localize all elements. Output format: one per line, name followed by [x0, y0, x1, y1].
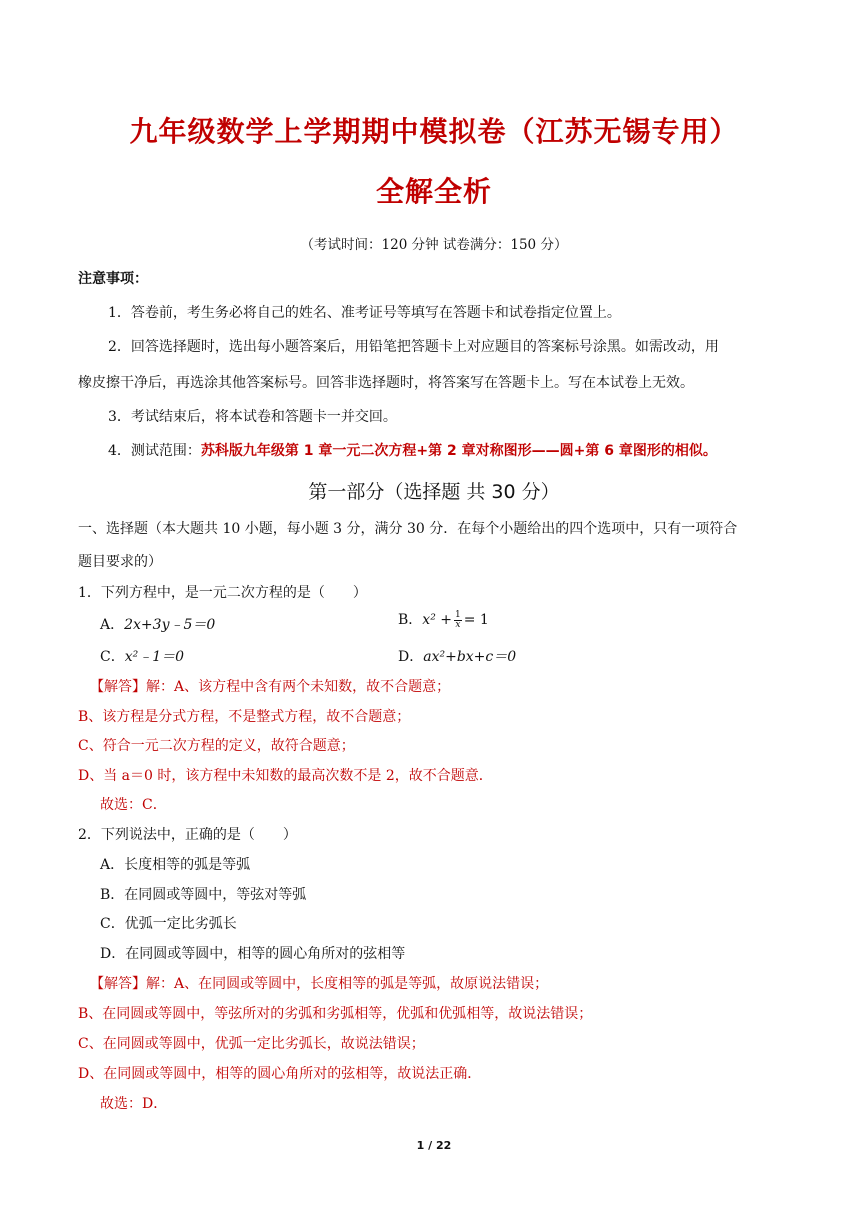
- notice-item-4-prefix: 4．测试范围：: [108, 443, 201, 459]
- question-1-stem: 1．下列方程中，是一元二次方程的是（ ）: [78, 585, 367, 601]
- q1-option-b: B．x² + $\frac{1}{x}$ = 1: [398, 609, 489, 630]
- q2-solution-line-1: 【解答】解：A、在同圆或等圆中，长度相等的弧是等弧，故原说法错误；: [90, 976, 549, 992]
- page-number: 1 / 22: [416, 1139, 452, 1152]
- q1-option-d: D．ax²+bx+c＝0: [398, 649, 517, 665]
- q1-option-a: A．2x+3y﹣5＝0: [100, 617, 216, 633]
- notice-item-2: 2．回答选择题时，选出每小题答案后，用铅笔把答题卡上对应题目的答案标号涂黑。如需改动，用: [108, 339, 719, 355]
- q1-solution-line-1: 【解答】解：A、该方程中含有两个未知数，故不合题意；: [90, 679, 451, 695]
- notice-item-2-cont: 橡皮擦干净后，再选涂其他答案标号。回答非选择题时，将答案写在答题卡上。写在本试卷上无效。: [78, 375, 694, 391]
- test-scope: 苏科版九年级第 1 章一元二次方程+第 2 章对称图形——圆+第 6 章图形的相似。: [200, 443, 717, 459]
- notice-item-4: [108, 440, 717, 460]
- q2-answer: 故选：D．: [100, 1096, 168, 1112]
- q2-option-a: A．长度相等的弧是等弧: [100, 857, 251, 873]
- document-subtitle: 全解全析: [375, 175, 492, 208]
- q2-solution-line-2: B、在同圆或等圆中，等弦所对的劣弧和劣弧相等，优弧和优弧相等，故说法错误；: [78, 1006, 593, 1022]
- q1-option-c: C．x²﹣1＝0: [100, 649, 185, 665]
- section-instruction: 一、选择题（本大题共 10 小题，每小题 3 分，满分 30 分．在每个小题给出的四个选项中，只有一项符合: [78, 521, 738, 537]
- q1-solution-line-4: D、当 a＝0 时，该方程中未知数的最高次数不是 2，故不合题意．: [78, 768, 493, 784]
- exam-info: （考试时间：120 分钟 试卷满分：150 分）: [300, 237, 568, 253]
- fraction: $\frac{1}{x}$: [455, 609, 461, 630]
- q2-option-b: B．在同圆或等圆中，等弦对等弧: [100, 887, 307, 903]
- notice-item-3: 3．考试结束后，将本试卷和答题卡一并交回。: [108, 409, 397, 425]
- q2-solution-line-3: C、在同圆或等圆中，优弧一定比劣弧长，故说法错误；: [78, 1036, 425, 1052]
- question-2-stem: 2．下列说法中，正确的是（ ）: [78, 827, 297, 843]
- q2-solution-line-4: D、在同圆或等圆中，相等的圆心角所对的弦相等，故说法正确．: [78, 1066, 482, 1082]
- q1-solution-line-3: C、符合一元二次方程的定义，故符合题意；: [78, 738, 355, 754]
- section-instruction-cont: 题目要求的）: [78, 554, 162, 570]
- q2-option-c: C．优弧一定比劣弧长: [100, 916, 237, 932]
- q2-option-d: D．在同圆或等圆中，相等的圆心角所对的弦相等: [100, 946, 406, 962]
- q1-answer: 故选：C．: [100, 797, 167, 813]
- notice-item-1: 1．答卷前，考生务必将自己的姓名、准考证号等填写在答题卡和试卷指定位置上。: [108, 305, 621, 321]
- q1-solution-line-2: B、该方程是分式方程，不是整式方程，故不合题意；: [78, 709, 411, 725]
- document-title: 九年级数学上学期期中模拟卷（江苏无锡专用）: [129, 115, 739, 148]
- section-heading: 第一部分（选择题 共 30 分）: [308, 481, 560, 503]
- notice-heading: 注意事项：: [78, 271, 148, 287]
